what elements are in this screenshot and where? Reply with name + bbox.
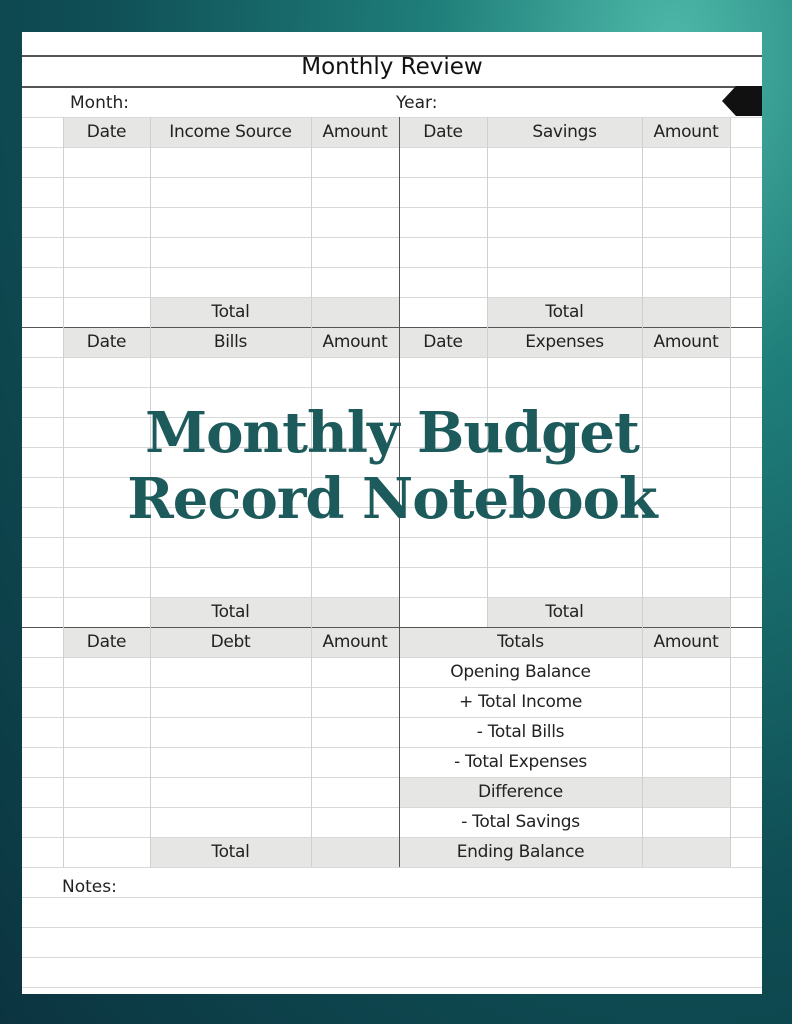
expenses-total: Total [545, 602, 584, 622]
bills-header: Bills [213, 332, 248, 352]
cover-title-line: Monthly Budget [145, 400, 639, 466]
totals-row-label: Difference [478, 782, 563, 802]
debt-date-header: Date [86, 632, 127, 652]
expenses-date-header: Date [423, 332, 463, 352]
grid-line [22, 747, 762, 748]
totals-row-label: - Total Expenses [454, 752, 587, 772]
grid-line [22, 867, 762, 868]
totals-row-label: - Total Bills [476, 722, 565, 742]
grid-line [22, 927, 762, 928]
grid-line [22, 297, 762, 298]
bookmark-tab-icon [722, 86, 762, 116]
bills-total: Total [211, 602, 250, 622]
cover-title-line: Record Notebook [127, 466, 657, 532]
totals-header: Totals [497, 632, 544, 652]
grid-line [22, 237, 762, 238]
cover-title [22, 400, 762, 532]
expenses-header: Expenses [525, 332, 604, 352]
notes-label: Notes: [62, 877, 117, 897]
income-source-header: Income Source [169, 122, 292, 142]
grid-line [22, 897, 762, 898]
income-amount-header: Amount [322, 122, 388, 142]
grid-line [22, 387, 762, 388]
grid-line [22, 717, 762, 718]
grid-line [22, 837, 762, 838]
grid-line [22, 807, 762, 808]
totals-amount-header: Amount [653, 632, 719, 652]
grid-line [22, 957, 762, 958]
grid-line [22, 987, 762, 988]
expenses-amount-header: Amount [653, 332, 719, 352]
grid-line [487, 117, 488, 627]
grid-line [22, 597, 762, 598]
month-label: Month: [70, 93, 130, 113]
income-total: Total [211, 302, 250, 322]
bills-amount-header: Amount [322, 332, 388, 352]
totals-row-label: - Total Savings [461, 812, 580, 832]
year-label: Year: [396, 93, 438, 113]
grid-line [22, 567, 762, 568]
totals-row-label: Ending Balance [456, 842, 585, 862]
income-date-header: Date [86, 122, 127, 142]
rule-line [22, 86, 762, 88]
debt-amount-header: Amount [322, 632, 388, 652]
grid-line [22, 177, 762, 178]
grid-line [22, 657, 762, 658]
savings-header: Savings [532, 122, 597, 142]
totals-row-label: Opening Balance [450, 662, 591, 682]
notebook-page [22, 32, 762, 994]
grid-line [22, 687, 762, 688]
grid-line [22, 147, 762, 148]
savings-amount-header: Amount [653, 122, 719, 142]
grid-line [22, 357, 762, 358]
debt-header: Debt [210, 632, 251, 652]
grid-line [22, 777, 762, 778]
bills-date-header: Date [86, 332, 127, 352]
grid-line [22, 267, 762, 268]
grid-line [22, 207, 762, 208]
totals-row-label: + Total Income [458, 692, 583, 712]
grid-line [22, 537, 762, 538]
savings-date-header: Date [423, 122, 463, 142]
review-title: Monthly Review [301, 54, 483, 80]
debt-total: Total [211, 842, 250, 862]
savings-total: Total [545, 302, 584, 322]
